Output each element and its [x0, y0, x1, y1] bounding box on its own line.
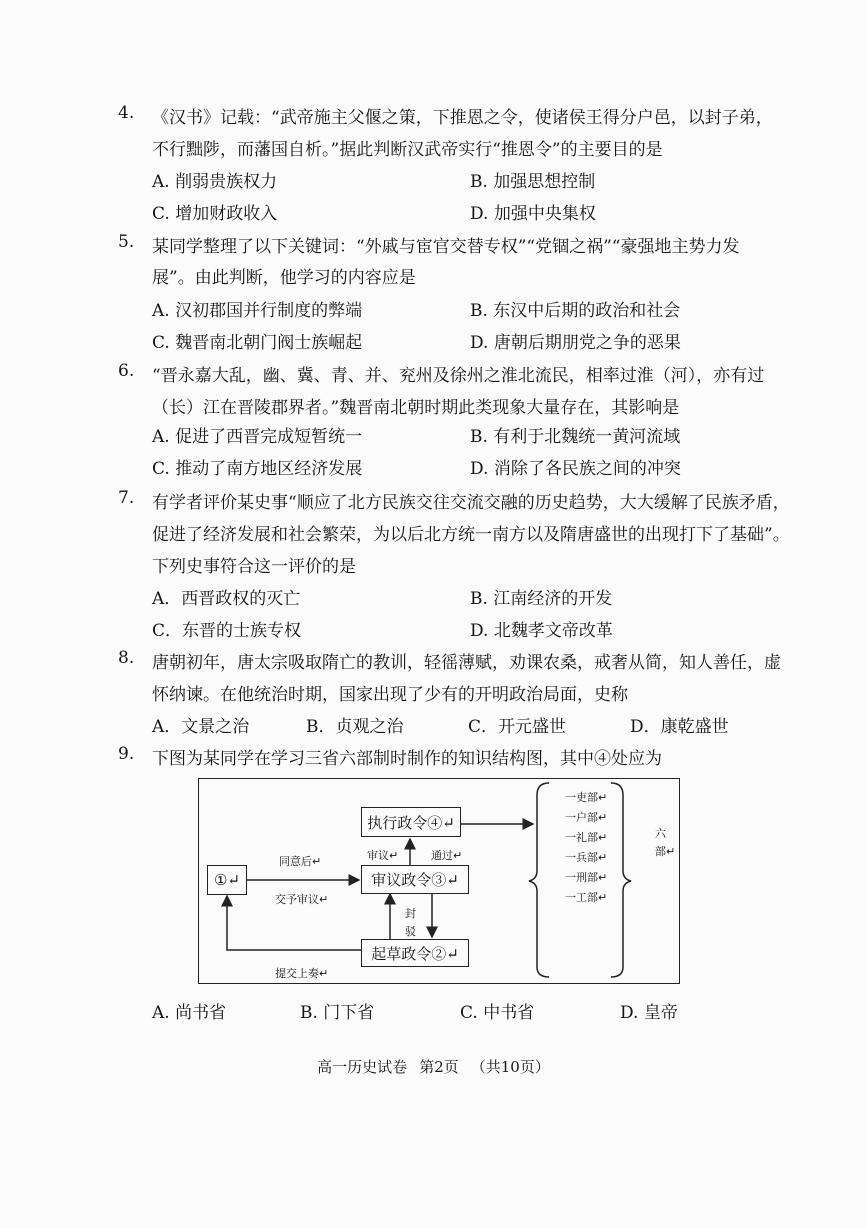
option-b[interactable]: B. 加强思想控制	[470, 172, 596, 192]
option-a[interactable]: A. 尚书省	[152, 1003, 227, 1023]
option-c[interactable]: C. 魏晋南北朝门阀士族崛起	[152, 333, 363, 353]
knowledge-structure-diagram	[198, 778, 680, 984]
option-a[interactable]: A．文景之治	[152, 717, 250, 737]
option-d[interactable]: D. 消除了各民族之间的冲突	[470, 459, 681, 479]
option-c[interactable]: C. 增加财政收入	[152, 204, 278, 224]
option-c[interactable]: C. 中书省	[460, 1003, 535, 1023]
box-unknown-1: ①↵	[207, 865, 247, 895]
option-a[interactable]: A. 削弱贵族权力	[152, 172, 278, 192]
question-number: 5.	[118, 232, 135, 252]
option-a[interactable]: A．西晋政权的灭亡	[152, 589, 301, 609]
option-d[interactable]: D. 加强中央集权	[470, 204, 596, 224]
option-b[interactable]: B. 门下省	[300, 1003, 375, 1023]
footer-title: 高一历史试卷	[317, 1058, 408, 1076]
question-number: 9.	[118, 744, 135, 764]
ministry-item: 一工部↵	[565, 891, 608, 904]
label-pass: 通过↵	[431, 849, 463, 862]
label-bo: 驳	[405, 925, 416, 938]
label-agree: 同意后↵	[279, 855, 322, 868]
question-text-line: “晋永嘉大乱，幽、冀、青、并、兖州及徐州之淮北流民，相率过淮（河），亦有过	[152, 366, 765, 386]
option-a[interactable]: A. 促进了西晋完成短暂统一	[152, 427, 363, 447]
footer-page: 第2页	[419, 1058, 459, 1076]
question-number: 7.	[118, 488, 135, 508]
label-submit-review: 交予审议↵	[275, 893, 329, 906]
option-b[interactable]: B．贞观之治	[306, 717, 404, 737]
ministry-item: 一吏部↵	[565, 791, 608, 804]
question-text-line: 下列史事符合这一评价的是	[152, 557, 356, 577]
option-d[interactable]: D. 北魏孝文帝改革	[470, 621, 613, 641]
question-text-line: 唐朝初年，唐太宗吸取隋亡的教训，轻徭薄赋，劝课农桑，戒奢从简，知人善任，虚	[152, 653, 781, 673]
question-text-line: 怀纳谏。在他统治时期，国家出现了少有的开明政治局面，史称	[152, 685, 628, 705]
question-number: 4.	[118, 103, 135, 123]
option-b[interactable]: B. 有利于北魏统一黄河流域	[470, 427, 681, 447]
question-text-line: 下图为某同学在学习三省六部制时制作的知识结构图，其中④处应为	[152, 749, 662, 769]
question-text-line: （长）江在晋陵郡界者。”魏晋南北朝时期此类现象大量存在，其影响是	[152, 398, 680, 418]
option-d[interactable]: D. 皇帝	[620, 1003, 678, 1023]
option-d[interactable]: D. 唐朝后期朋党之争的恶果	[470, 333, 681, 353]
option-c[interactable]: C．东晋的士族专权	[152, 621, 302, 641]
question-text-line: 不行黜陟，而藩国自析。”据此判断汉武帝实行“推恩令”的主要目的是	[152, 140, 663, 160]
six-ministries-label: 部↵	[655, 845, 676, 858]
question-text-line: 《汉书》记载：“武帝施主父偃之策，下推恩之令，使诸侯王得分户邑，以封子弟，	[152, 108, 773, 128]
option-b[interactable]: B. 江南经济的开发	[470, 589, 613, 609]
label-review: 审议↵	[367, 849, 399, 862]
ministry-item: 一礼部↵	[565, 831, 608, 844]
six-ministries-label: 六	[655, 827, 666, 840]
option-b[interactable]: B. 东汉中后期的政治和社会	[470, 301, 681, 321]
option-d[interactable]: D．康乾盛世	[630, 717, 729, 737]
box-execute-order: 执行政令④↵	[361, 807, 461, 837]
question-text-line: 展”。由此判断，他学习的内容应是	[152, 268, 416, 288]
option-a[interactable]: A. 汉初郡国并行制度的弊端	[152, 301, 363, 321]
label-submit-up: 提交上奏↵	[275, 967, 329, 980]
question-text-line: 有学者评价某史事“顺应了北方民族交往交流交融的历史趋势，大大缓解了民族矛盾，	[152, 493, 790, 513]
ministry-item: 一兵部↵	[565, 851, 608, 864]
label-feng: 封	[405, 907, 416, 920]
ministry-item: 一刑部↵	[565, 871, 608, 884]
footer-total: （共10页）	[470, 1058, 550, 1076]
box-draft-order: 起草政令②↵	[361, 939, 469, 967]
ministry-item: 一户部↵	[565, 811, 608, 824]
question-number: 8.	[118, 648, 135, 668]
box-review-order: 审议政令③↵	[361, 865, 469, 894]
question-text-line: 促进了经济发展和社会繁荣，为以后北方统一南方以及隋唐盛世的出现打下了基础”。	[152, 525, 790, 545]
option-c[interactable]: C. 推动了南方地区经济发展	[152, 459, 363, 479]
question-number: 6.	[118, 361, 135, 381]
page-footer	[0, 1056, 867, 1077]
option-c[interactable]: C．开元盛世	[468, 717, 567, 737]
question-text-line: 某同学整理了以下关键词：“外戚与宦官交替专权”“党锢之祸”“豪强地主势力发	[152, 237, 740, 257]
